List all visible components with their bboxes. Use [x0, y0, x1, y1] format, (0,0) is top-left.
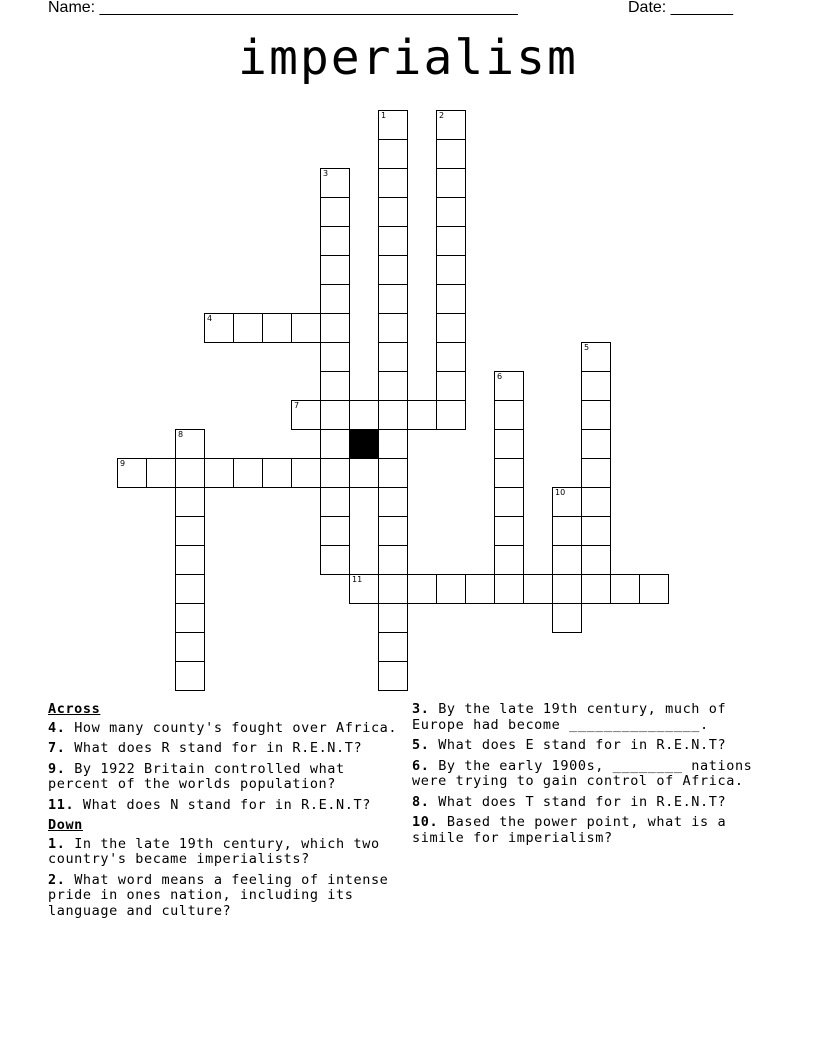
clue-number: 9 — [120, 459, 126, 468]
grid-cell[interactable] — [378, 284, 408, 314]
clue-number: 1 — [381, 111, 387, 120]
grid-cell[interactable] — [581, 458, 611, 488]
grid-cell[interactable] — [320, 371, 350, 401]
grid-cell[interactable] — [117, 458, 147, 488]
grid-cell[interactable] — [175, 516, 205, 546]
date-field-label[interactable]: Date: _______ — [628, 0, 733, 16]
grid-cell[interactable] — [320, 226, 350, 256]
clue-down-5: 5. What does E stand for in R.E.N.T? — [412, 737, 727, 753]
grid-cell[interactable] — [494, 516, 524, 546]
clue-down-6: 6. By the early 1900s, ________ nations were trying to gain control of Africa. — [412, 757, 753, 789]
grid-cell[interactable] — [436, 226, 466, 256]
grid-cell[interactable] — [378, 313, 408, 343]
grid-cell[interactable] — [378, 545, 408, 575]
grid-cell[interactable] — [552, 574, 582, 604]
grid-cell[interactable] — [494, 400, 524, 430]
grid-cell[interactable] — [407, 574, 437, 604]
grid-cell[interactable] — [378, 342, 408, 372]
grid-cell[interactable] — [378, 371, 408, 401]
grid-cell[interactable] — [262, 458, 292, 488]
grid-cell[interactable] — [378, 487, 408, 517]
grid-cell[interactable] — [262, 313, 292, 343]
grid-cell[interactable] — [204, 313, 234, 343]
grid-cell[interactable] — [436, 400, 466, 430]
grid-cell[interactable] — [436, 255, 466, 285]
grid-cell[interactable] — [523, 574, 553, 604]
clue-down-3: 3. By the late 19th century, much of Europe had become _______________. — [412, 701, 727, 733]
grid-cell[interactable] — [320, 458, 350, 488]
name-field-label[interactable]: Name: _______________________________________________ — [48, 0, 518, 16]
clue-across-7: 7. What does R stand for in R.E.N.T? — [48, 740, 363, 756]
clue-number: 3 — [323, 169, 329, 178]
grid-cell[interactable] — [610, 574, 640, 604]
grid-cell[interactable] — [320, 168, 350, 198]
across-heading: Across — [48, 701, 101, 717]
clue-across-9: 9. By 1922 Britain controlled what percent of the worlds population? — [48, 760, 345, 792]
grid-cell[interactable] — [639, 574, 669, 604]
grid-cell[interactable] — [320, 255, 350, 285]
grid-cell[interactable] — [436, 168, 466, 198]
grid-cell[interactable] — [407, 400, 437, 430]
clue-down-10: 10. Based the power point, what is a simile for imperialism? — [412, 814, 727, 846]
grid-cell[interactable] — [233, 458, 263, 488]
grid-cell[interactable] — [436, 342, 466, 372]
grid-cell[interactable] — [436, 197, 466, 227]
grid-cell[interactable] — [320, 516, 350, 546]
grid-cell[interactable] — [320, 429, 350, 459]
grid-cell[interactable] — [175, 458, 205, 488]
grid-cell[interactable] — [175, 632, 205, 662]
grid-cell[interactable] — [494, 545, 524, 575]
grid-cell[interactable] — [378, 255, 408, 285]
grid-cell[interactable] — [378, 429, 408, 459]
grid-cell[interactable] — [581, 342, 611, 372]
grid-cell[interactable] — [552, 487, 582, 517]
clue-number: 10 — [555, 488, 566, 497]
grid-cell[interactable] — [581, 487, 611, 517]
grid-cell[interactable] — [320, 313, 350, 343]
clue-number: 7 — [294, 401, 300, 410]
clues-right-column — [412, 702, 772, 851]
grid-cell[interactable] — [436, 284, 466, 314]
grid-cell[interactable] — [436, 574, 466, 604]
grid-cell[interactable] — [175, 603, 205, 633]
clue-number: 4 — [207, 314, 213, 323]
grid-cell[interactable] — [320, 487, 350, 517]
grid-cell[interactable] — [349, 400, 379, 430]
grid-cell[interactable] — [320, 342, 350, 372]
grid-cell[interactable] — [494, 429, 524, 459]
grid-cell[interactable] — [349, 458, 379, 488]
grid-cell[interactable] — [494, 458, 524, 488]
grid-cell[interactable] — [378, 458, 408, 488]
grid-cell[interactable] — [581, 545, 611, 575]
grid-cell[interactable] — [378, 168, 408, 198]
grid-cell[interactable] — [378, 603, 408, 633]
grid-cell[interactable] — [175, 429, 205, 459]
grid-cell[interactable] — [552, 545, 582, 575]
grid-cell[interactable] — [349, 574, 379, 604]
grid-cell[interactable] — [581, 429, 611, 459]
grid-cell[interactable] — [378, 661, 408, 691]
grid-cell[interactable] — [465, 574, 495, 604]
grid-cell[interactable] — [175, 661, 205, 691]
grid-cell[interactable] — [581, 400, 611, 430]
page-title: imperialism — [238, 30, 578, 86]
grid-cell[interactable] — [436, 371, 466, 401]
grid-cell[interactable] — [436, 139, 466, 169]
grid-cell[interactable] — [378, 139, 408, 169]
grid-cell[interactable] — [378, 110, 408, 140]
grid-cell[interactable] — [436, 313, 466, 343]
grid-cell[interactable] — [552, 603, 582, 633]
grid-cell[interactable] — [378, 197, 408, 227]
clues-left-column — [48, 702, 408, 924]
clue-number: 11 — [352, 575, 363, 584]
grid-cell[interactable] — [581, 574, 611, 604]
grid-cell[interactable] — [552, 516, 582, 546]
clue-down-2: 2. What word means a feeling of intense pride in ones nation, including its language and culture? — [48, 871, 389, 919]
clue-across-11: 11. What does N stand for in R.E.N.T? — [48, 796, 371, 813]
grid-cell[interactable] — [320, 284, 350, 314]
clue-number: 8 — [178, 430, 184, 439]
clue-down-1: 1. In the late 19th century, which two country's became imperialists? — [48, 835, 380, 867]
clue-down-8: 8. What does T stand for in R.E.N.T? — [412, 793, 727, 810]
clue-number: 5 — [584, 343, 590, 352]
grid-cell[interactable] — [233, 313, 263, 343]
grid-cell[interactable] — [320, 545, 350, 575]
grid-cell[interactable] — [291, 458, 321, 488]
grid-cell[interactable] — [291, 400, 321, 430]
grid-cell[interactable] — [175, 487, 205, 517]
grid-cell[interactable] — [175, 574, 205, 604]
grid-cell[interactable] — [581, 371, 611, 401]
grid-cell[interactable] — [436, 110, 466, 140]
grid-cell[interactable] — [320, 197, 350, 227]
grid-cell[interactable] — [378, 632, 408, 662]
grid-cell[interactable] — [378, 400, 408, 430]
grid-cell[interactable] — [581, 516, 611, 546]
clue-across-4: 4. How many county's fought over Africa. — [48, 719, 398, 736]
down-heading: Down — [48, 817, 83, 833]
grid-cell[interactable] — [175, 545, 205, 575]
grid-cell[interactable] — [378, 574, 408, 604]
grid-cell[interactable] — [146, 458, 176, 488]
clue-number: 2 — [439, 111, 445, 120]
black-cell — [349, 429, 379, 459]
grid-cell[interactable] — [204, 458, 234, 488]
grid-cell[interactable] — [291, 313, 321, 343]
grid-cell[interactable] — [378, 226, 408, 256]
grid-cell[interactable] — [494, 487, 524, 517]
clue-number: 6 — [497, 372, 503, 381]
grid-cell[interactable] — [494, 371, 524, 401]
grid-cell[interactable] — [320, 400, 350, 430]
grid-cell[interactable] — [378, 516, 408, 546]
grid-cell[interactable] — [494, 574, 524, 604]
